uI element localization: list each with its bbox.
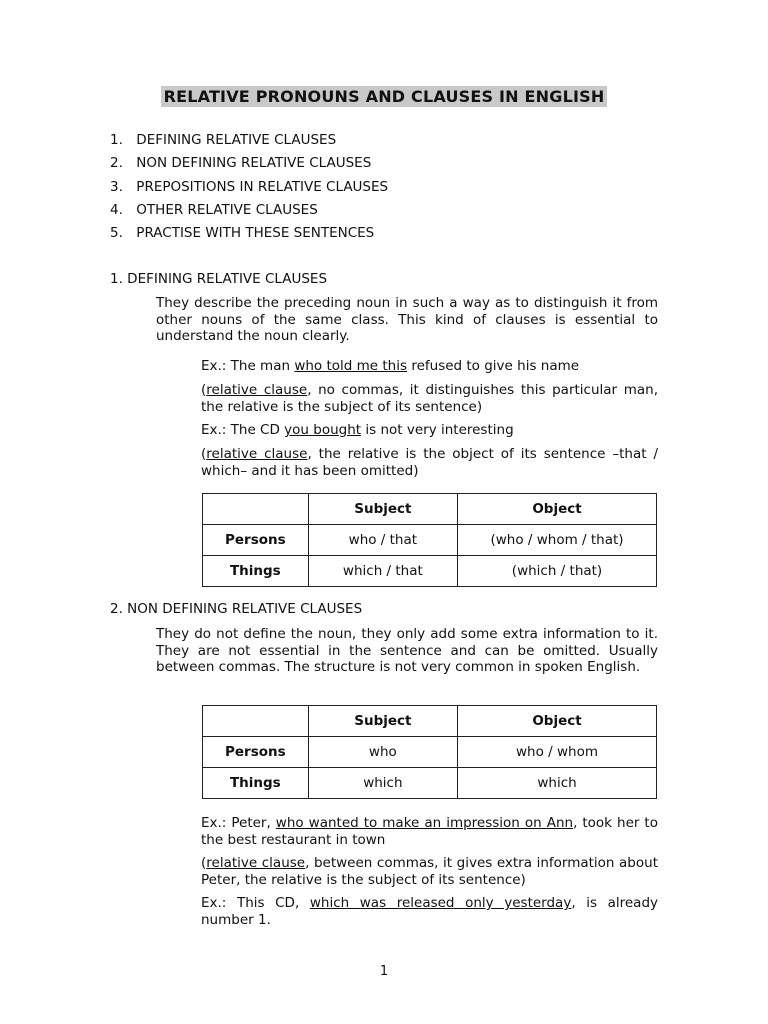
toc-item: 4. OTHER RELATIVE CLAUSES bbox=[110, 201, 318, 218]
page-number: 1 bbox=[379, 964, 389, 979]
table-row: Things which / that (which / that) bbox=[203, 556, 657, 587]
example-note: (relative clause, between commas, it gives extra information about Peter, the relative is the subject of its sentence) bbox=[201, 855, 658, 888]
table-header-row: Subject Object bbox=[203, 494, 657, 525]
example-note: (relative clause, the relative is the object of its sentence –that / which– and it has been omitted) bbox=[201, 446, 658, 479]
table-row: Persons who who / whom bbox=[203, 737, 657, 768]
non-defining-pronoun-table bbox=[202, 705, 657, 799]
table-row: Persons who / that (who / whom / that) bbox=[203, 525, 657, 556]
example-note: (relative clause, no commas, it distinguishes this particular man, the relative is the subject of its sentence) bbox=[201, 382, 659, 415]
toc-item: 2. NON DEFINING RELATIVE CLAUSES bbox=[110, 155, 372, 172]
table-of-contents bbox=[110, 130, 388, 246]
section-description: They do not define the noun, they only add some extra information to it. They are not essential in the sentence and can be omitted. Usually between commas. The structure is not very common in spoken English. bbox=[156, 626, 658, 675]
toc-item: 1. DEFINING RELATIVE CLAUSES bbox=[110, 132, 337, 148]
example-sentence: Ex.: This CD, which was released only yesterday, is already number 1. bbox=[201, 895, 659, 928]
example-sentence: Ex.: The man who told me this refused to give his name bbox=[201, 358, 580, 374]
example-sentence: Ex.: Peter, who wanted to make an impression on Ann, took her to the best restaurant in town bbox=[201, 815, 658, 848]
defining-pronoun-table bbox=[202, 493, 657, 587]
section-heading-defining: 1. DEFINING RELATIVE CLAUSES bbox=[110, 271, 328, 287]
table-header-row: Subject Object bbox=[203, 706, 657, 737]
table-row: Things which which bbox=[203, 768, 657, 799]
example-sentence: Ex.: The CD you bought is not very interesting bbox=[201, 422, 514, 438]
section-heading-non-defining: 2. NON DEFINING RELATIVE CLAUSES bbox=[110, 601, 363, 617]
toc-item: 5. PRACTISE WITH THESE SENTENCES bbox=[110, 225, 375, 242]
page-title: RELATIVE PRONOUNS AND CLAUSES IN ENGLISH bbox=[161, 86, 608, 107]
toc-item: 3. PREPOSITIONS IN RELATIVE CLAUSES bbox=[110, 178, 389, 195]
section-description: They describe the preceding noun in such a way as to distinguish it from other nouns of the same class. This kind of clauses is essential to understand the noun clearly. bbox=[156, 295, 658, 344]
